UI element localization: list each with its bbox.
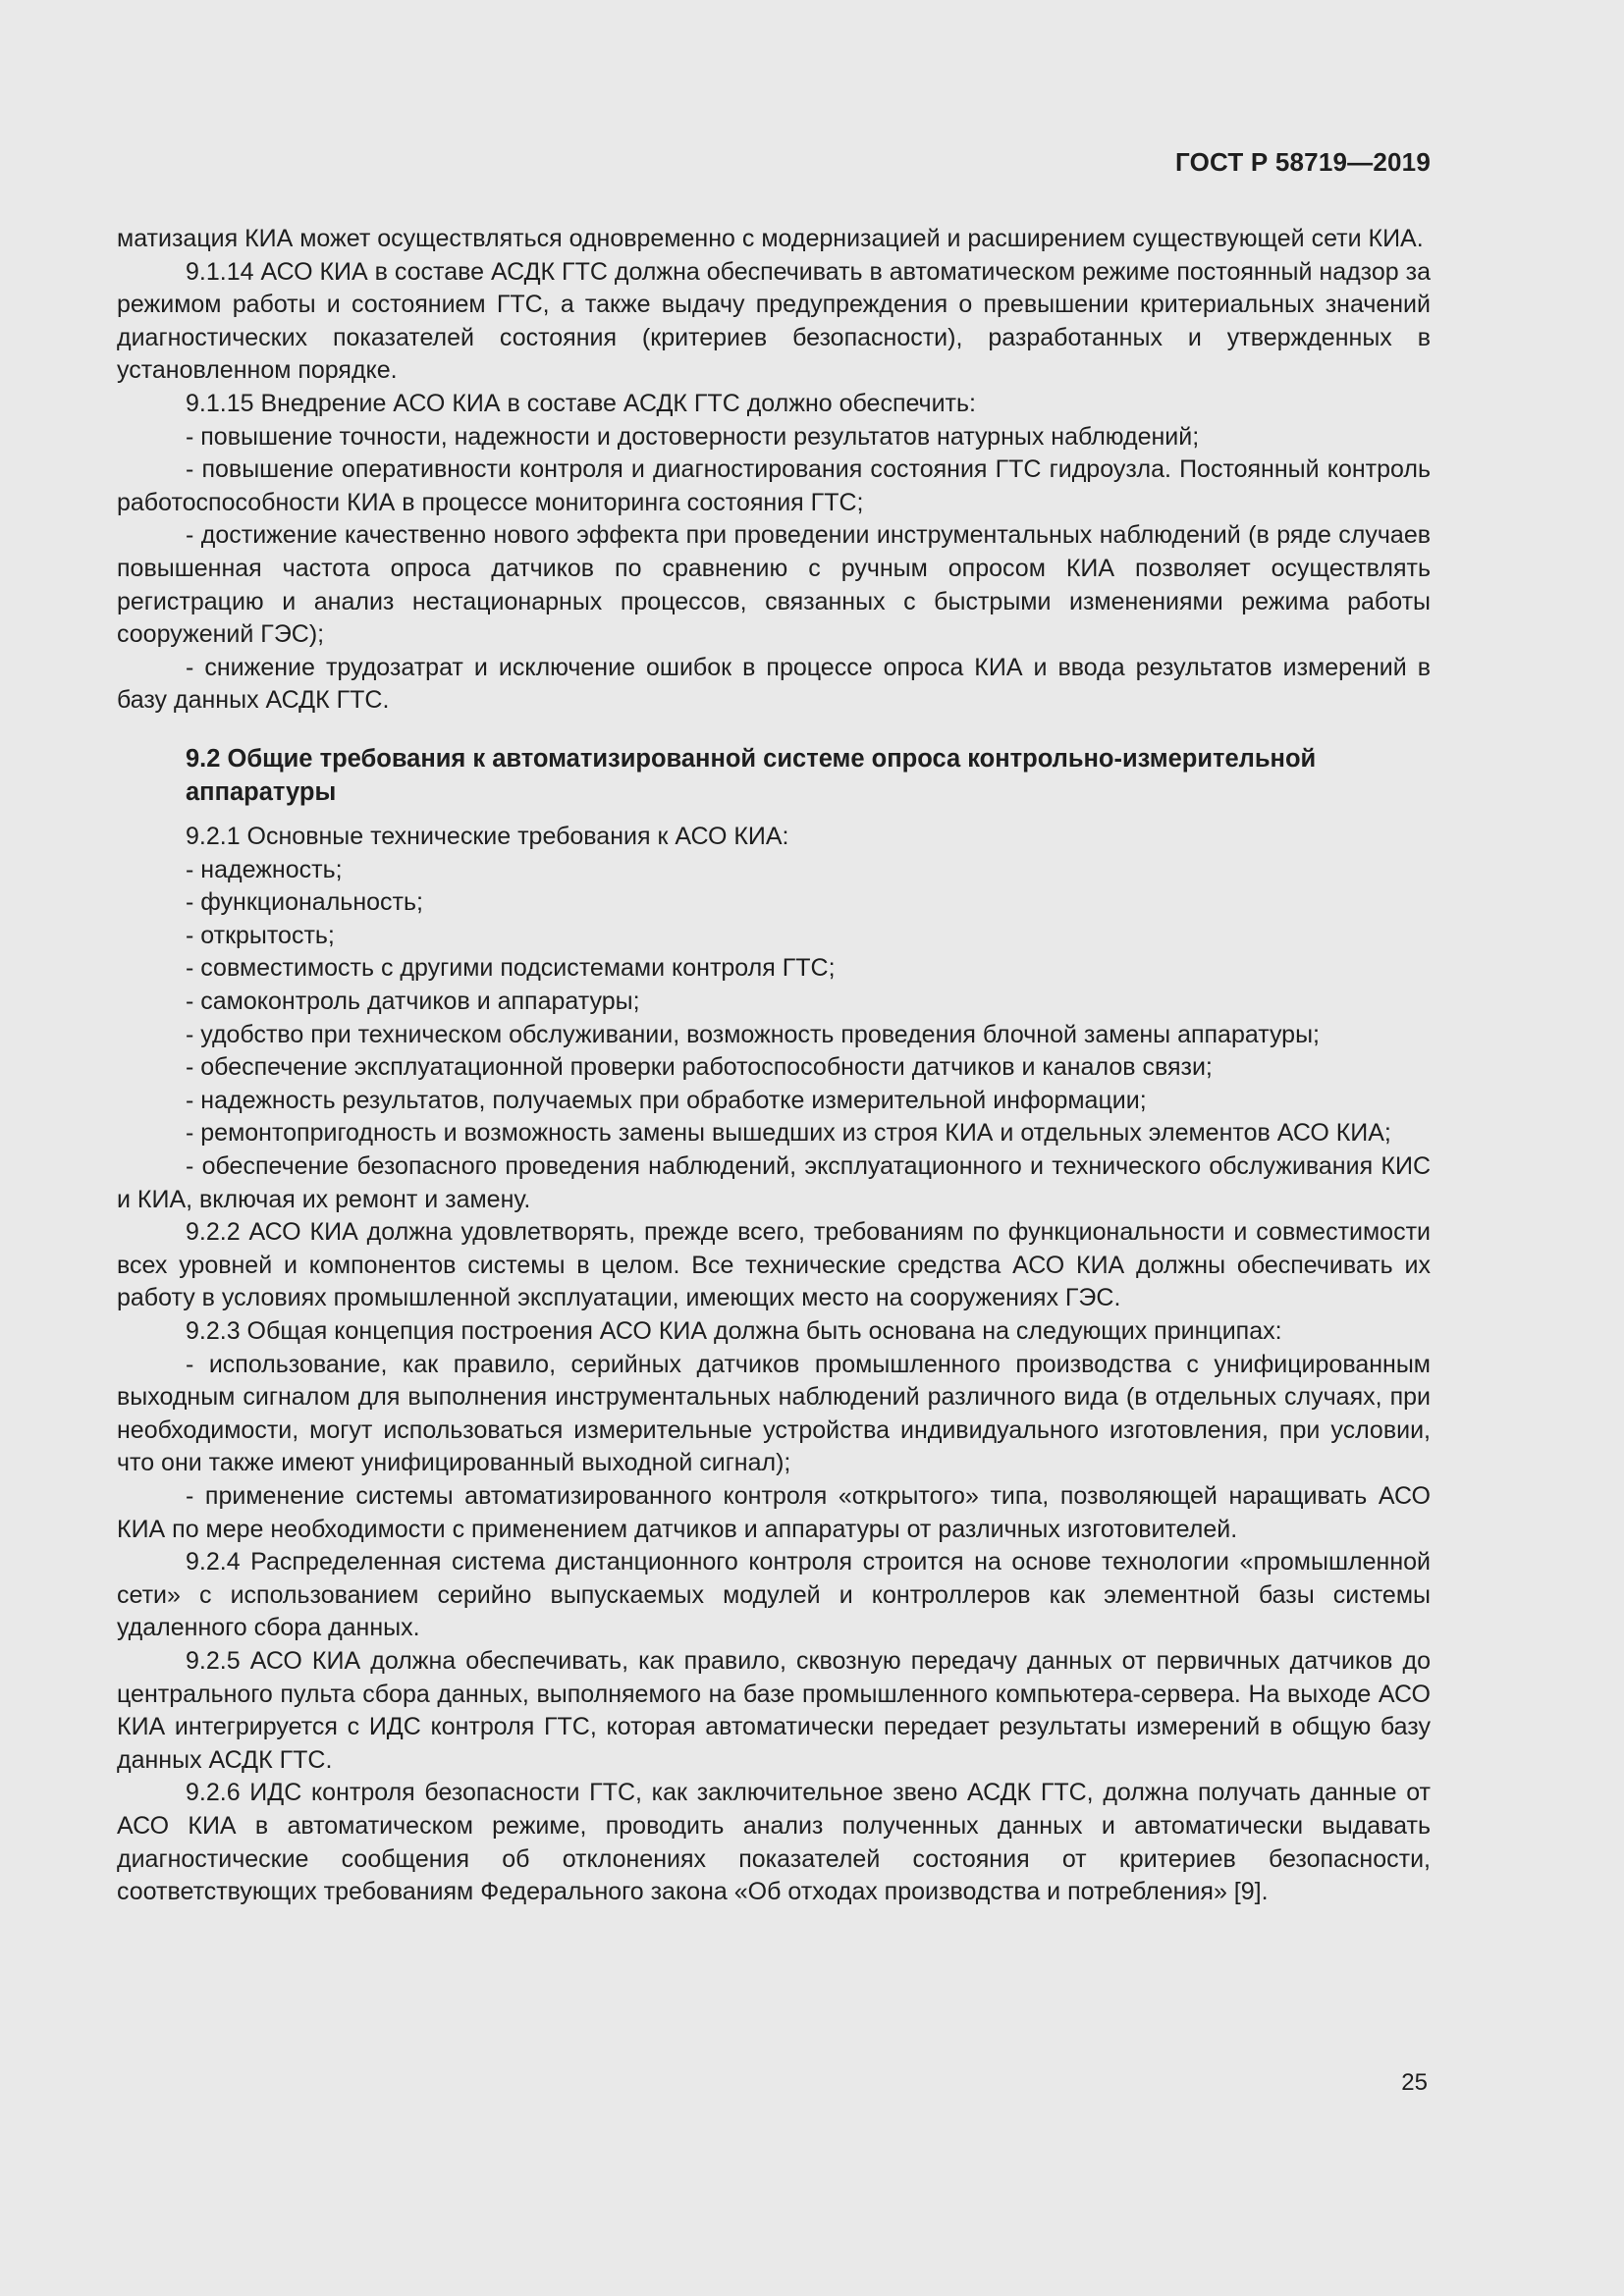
paragraph: - использование, как правило, серийных датчиков промышленного производства с унифицированным выходным сигналом для выполнения инструментальных наблюдений различного вида (в отдельных случаях, при необходимости, могут использоваться измерительные устройства индивидуального изготовления, при условии, что они также имеют унифицированный выходной сигнал); — [117, 1350, 1431, 1477]
paragraph: 9.2.2 АСО КИА должна удовлетворять, прежде всего, требованиям по функциональности и совместимости всех уровней и компонентов системы в целом. Все технические средства АСО КИА должны обеспечивать их работу в условиях промышленной эксплуатации, имеющих место на сооружениях ГЭС. — [117, 1218, 1431, 1312]
paragraph: 9.2.5 АСО КИА должна обеспечивать, как правило, сквозную передачу данных от первичных датчиков до центрального пульта сбора данных, выполняемого на базе промышленного компьютера-сервера. На выходе АСО КИА интегрируется с ИДС контроля ГТС, которая автоматически передает результаты измерений в общую базу данных АСДК ГТС. — [117, 1646, 1431, 1774]
paragraph: - повышение оперативности контроля и диагностирования состояния ГТС гидроузла. Постоянный контроль работоспособности КИА в процессе мониторинга состояния ГТС; — [117, 455, 1431, 516]
paragraph: матизация КИА может осуществляться одновременно с модернизацией и расширением существующей сети КИА. — [117, 225, 1424, 252]
paragraph-block-9-1 — [117, 223, 1431, 718]
paragraph: - совместимость с другими подсистемами контроля ГТС; — [186, 954, 836, 983]
paragraph: 9.2.4 Распределенная система дистанционного контроля строится на основе технологии «промышленной сети» с использованием серийно выпускаемых модулей и контроллеров как элементной базы системы удаленного сбора данных. — [117, 1548, 1431, 1642]
paragraph: 9.1.15 Внедрение АСО КИА в составе АСДК ГТС должно обеспечить: — [186, 389, 976, 417]
paragraph: - надежность; — [186, 855, 343, 883]
paragraph: - применение системы автоматизированного контроля «открытого» типа, позволяющей наращивать АСО КИА по мере необходимости с применением датчиков и аппаратуры от различных изготовителей. — [117, 1481, 1431, 1543]
paragraph-block-9-2 — [117, 821, 1431, 1909]
section-heading-9-2: 9.2 Общие требования к автоматизированной системе опроса контрольно-измерительной аппаратуры — [186, 744, 1317, 806]
paragraph: - ремонтопригодность и возможность замены вышедших из строя КИА и отдельных элементов АСО КИА; — [186, 1119, 1391, 1148]
paragraph: - надежность результатов, получаемых при обработке измерительной информации; — [186, 1086, 1147, 1114]
paragraph: - снижение трудозатрат и исключение ошибок в процессе опроса КИА и ввода результатов измерений в базу данных АСДК ГТС. — [117, 653, 1431, 715]
paragraph: 9.2.1 Основные технические требования к АСО КИА: — [186, 823, 789, 851]
paragraph: 9.2.6 ИДС контроля безопасности ГТС, как заключительное звено АСДК ГТС, должна получать данные от АСО КИА в автоматическом режиме, проводить анализ полученных данных и автоматически выдавать диагностические сообщения об отклонениях показателей состояния от критериев безопасности, соответствующих требованиям Федерального закона «Об отходах производства и потребления» [9]. — [117, 1779, 1431, 1906]
document-code-header: ГОСТ Р 58719—2019 — [1175, 147, 1431, 177]
page-number: 25 — [1401, 2069, 1428, 2096]
paragraph: - достижение качественно нового эффекта при проведении инструментальных наблюдений (в ряде случаев повышенная частота опроса датчиков по сравнению с ручным опросом КИА позволяет осуществлять регистрацию и анализ нестационарных процессов, связанных с быстрыми изменениями режима работы сооружений ГЭС); — [117, 521, 1431, 649]
paragraph: - функциональность; — [186, 888, 423, 917]
paragraph: - повышение точности, надежности и достоверности результатов натурных наблюдений; — [186, 422, 1200, 451]
paragraph: - самоконтроль датчиков и аппаратуры; — [186, 988, 640, 1016]
paragraph: - открытость; — [186, 921, 335, 949]
paragraph: - удобство при техническом обслуживании, возможность проведения блочной замены аппаратуры; — [186, 1020, 1320, 1048]
paragraph: - обеспечение эксплуатационной проверки работоспособности датчиков и каналов связи; — [186, 1053, 1213, 1082]
paragraph: - обеспечение безопасного проведения наблюдений, эксплуатационного и технического обслуживания КИС и КИА, включая их ремонт и замену. — [117, 1152, 1431, 1213]
paragraph: 9.1.14 АСО КИА в составе АСДК ГТС должна обеспечивать в автоматическом режиме постоянный надзор за режимом работы и состоянием ГТС, а также выдачу предупреждения о превышении критериальных значений диагностических показателей состояния (критериев безопасности), разработанных и утвержденных в установленном порядке. — [117, 257, 1431, 385]
paragraph: 9.2.3 Общая концепция построения АСО КИА должна быть основана на следующих принципах: — [186, 1317, 1282, 1345]
document-body — [117, 223, 1431, 1909]
